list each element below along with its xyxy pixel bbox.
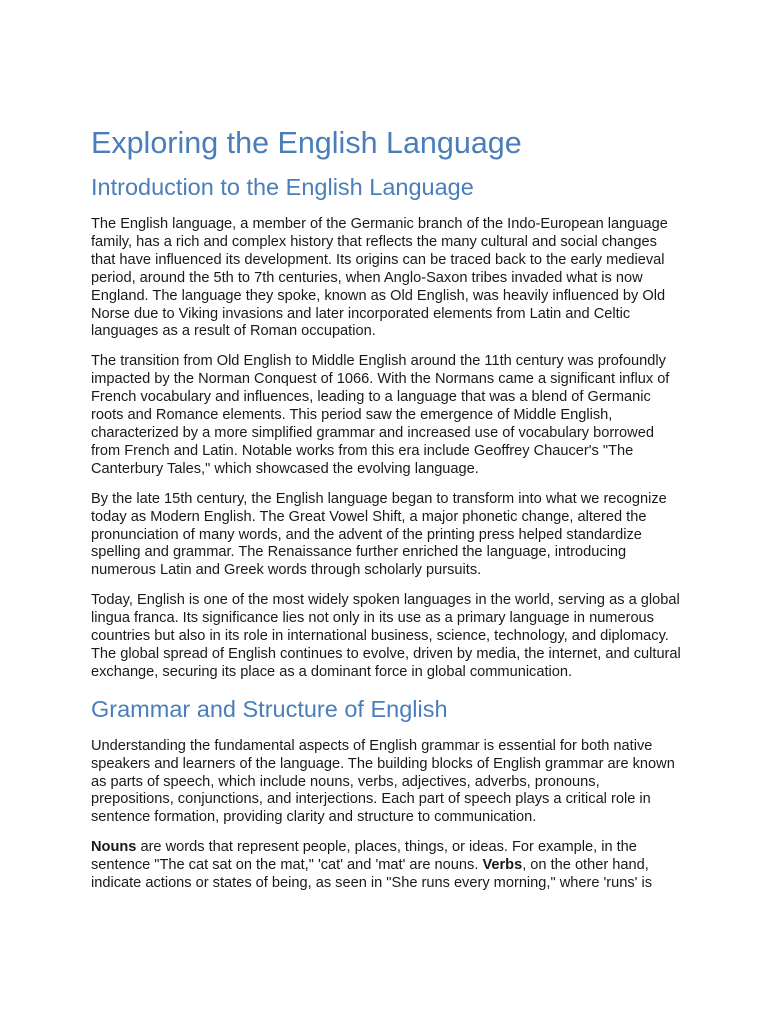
section-heading-grammar: Grammar and Structure of English	[91, 695, 448, 722]
term-verbs: Verbs	[482, 857, 523, 874]
section-heading-introduction: Introduction to the English Language	[91, 174, 474, 200]
term-nouns: Nouns	[91, 839, 137, 856]
intro-paragraph-4: Today, English is one of the most widely spoken languages in the world, serving as a global lingua franca. Its significance lies not only in its use as a primary language in numerous countries but also in its role in international business, science, technology, and diplomacy. The global spread of English continues to evolve, driven by media, the internet, and cultural exchange, securing its place as a dominant force in global communication.	[91, 592, 681, 680]
verbs-description: , on the other hand, indicate actions or states of being, as seen in "She runs every morning," where 'runs' is	[91, 857, 653, 892]
nouns-description: are words that represent people, places, things, or ideas. For example, in the sentence "The cat sat on the mat," 'cat' and 'mat' are nouns.	[91, 839, 637, 874]
grammar-paragraph-2	[91, 839, 683, 893]
intro-paragraph-2: The transition from Old English to Middle English around the 11th century was profoundly impacted by the Norman Conquest of 1066. With the Normans came a significant influx of French vocabulary and influences, leading to a language that was a blend of Germanic roots and Romance elements. This period saw the emergence of Middle English, characterized by a more simplified grammar and increased use of vocabulary borrowed from French and Latin. Notable works from this era include Geoffrey Chaucer's "The Canterbury Tales," which showcased the evolving language.	[91, 353, 670, 477]
grammar-paragraph-1: Understanding the fundamental aspects of English grammar is essential for both native speakers and learners of the language. The building blocks of English grammar are known as parts of speech, which include nouns, verbs, adjectives, adverbs, pronouns, prepositions, conjunctions, and interjections. Each part of speech plays a critical role in sentence formation, providing clarity and structure to communication.	[91, 737, 675, 826]
intro-paragraph-3: By the late 15th century, the English language began to transform into what we recognize today as Modern English. The Great Vowel Shift, a major phonetic change, altered the pronunciation of many words, and the advent of the printing press helped standardize spelling and grammar. The Renaissance further enriched the language, introducing numerous Latin and Greek words through scholarly pursuits.	[91, 490, 667, 579]
intro-paragraph-1: The English language, a member of the Germanic branch of the Indo-European language family, has a rich and complex history that reflects the many cultural and social changes that have influenced its development. Its origins can be traced back to the early medieval period, around the 5th to 7th centuries, when Anglo-Saxon tribes invaded what is now England. The language they spoke, known as Old English, was heavily influenced by Old Norse due to Viking invasions and later incorporated elements from Latin and Celtic languages as a result of Roman occupation.	[91, 216, 668, 340]
document-body	[91, 124, 683, 905]
document-title: Exploring the English Language	[91, 126, 522, 160]
